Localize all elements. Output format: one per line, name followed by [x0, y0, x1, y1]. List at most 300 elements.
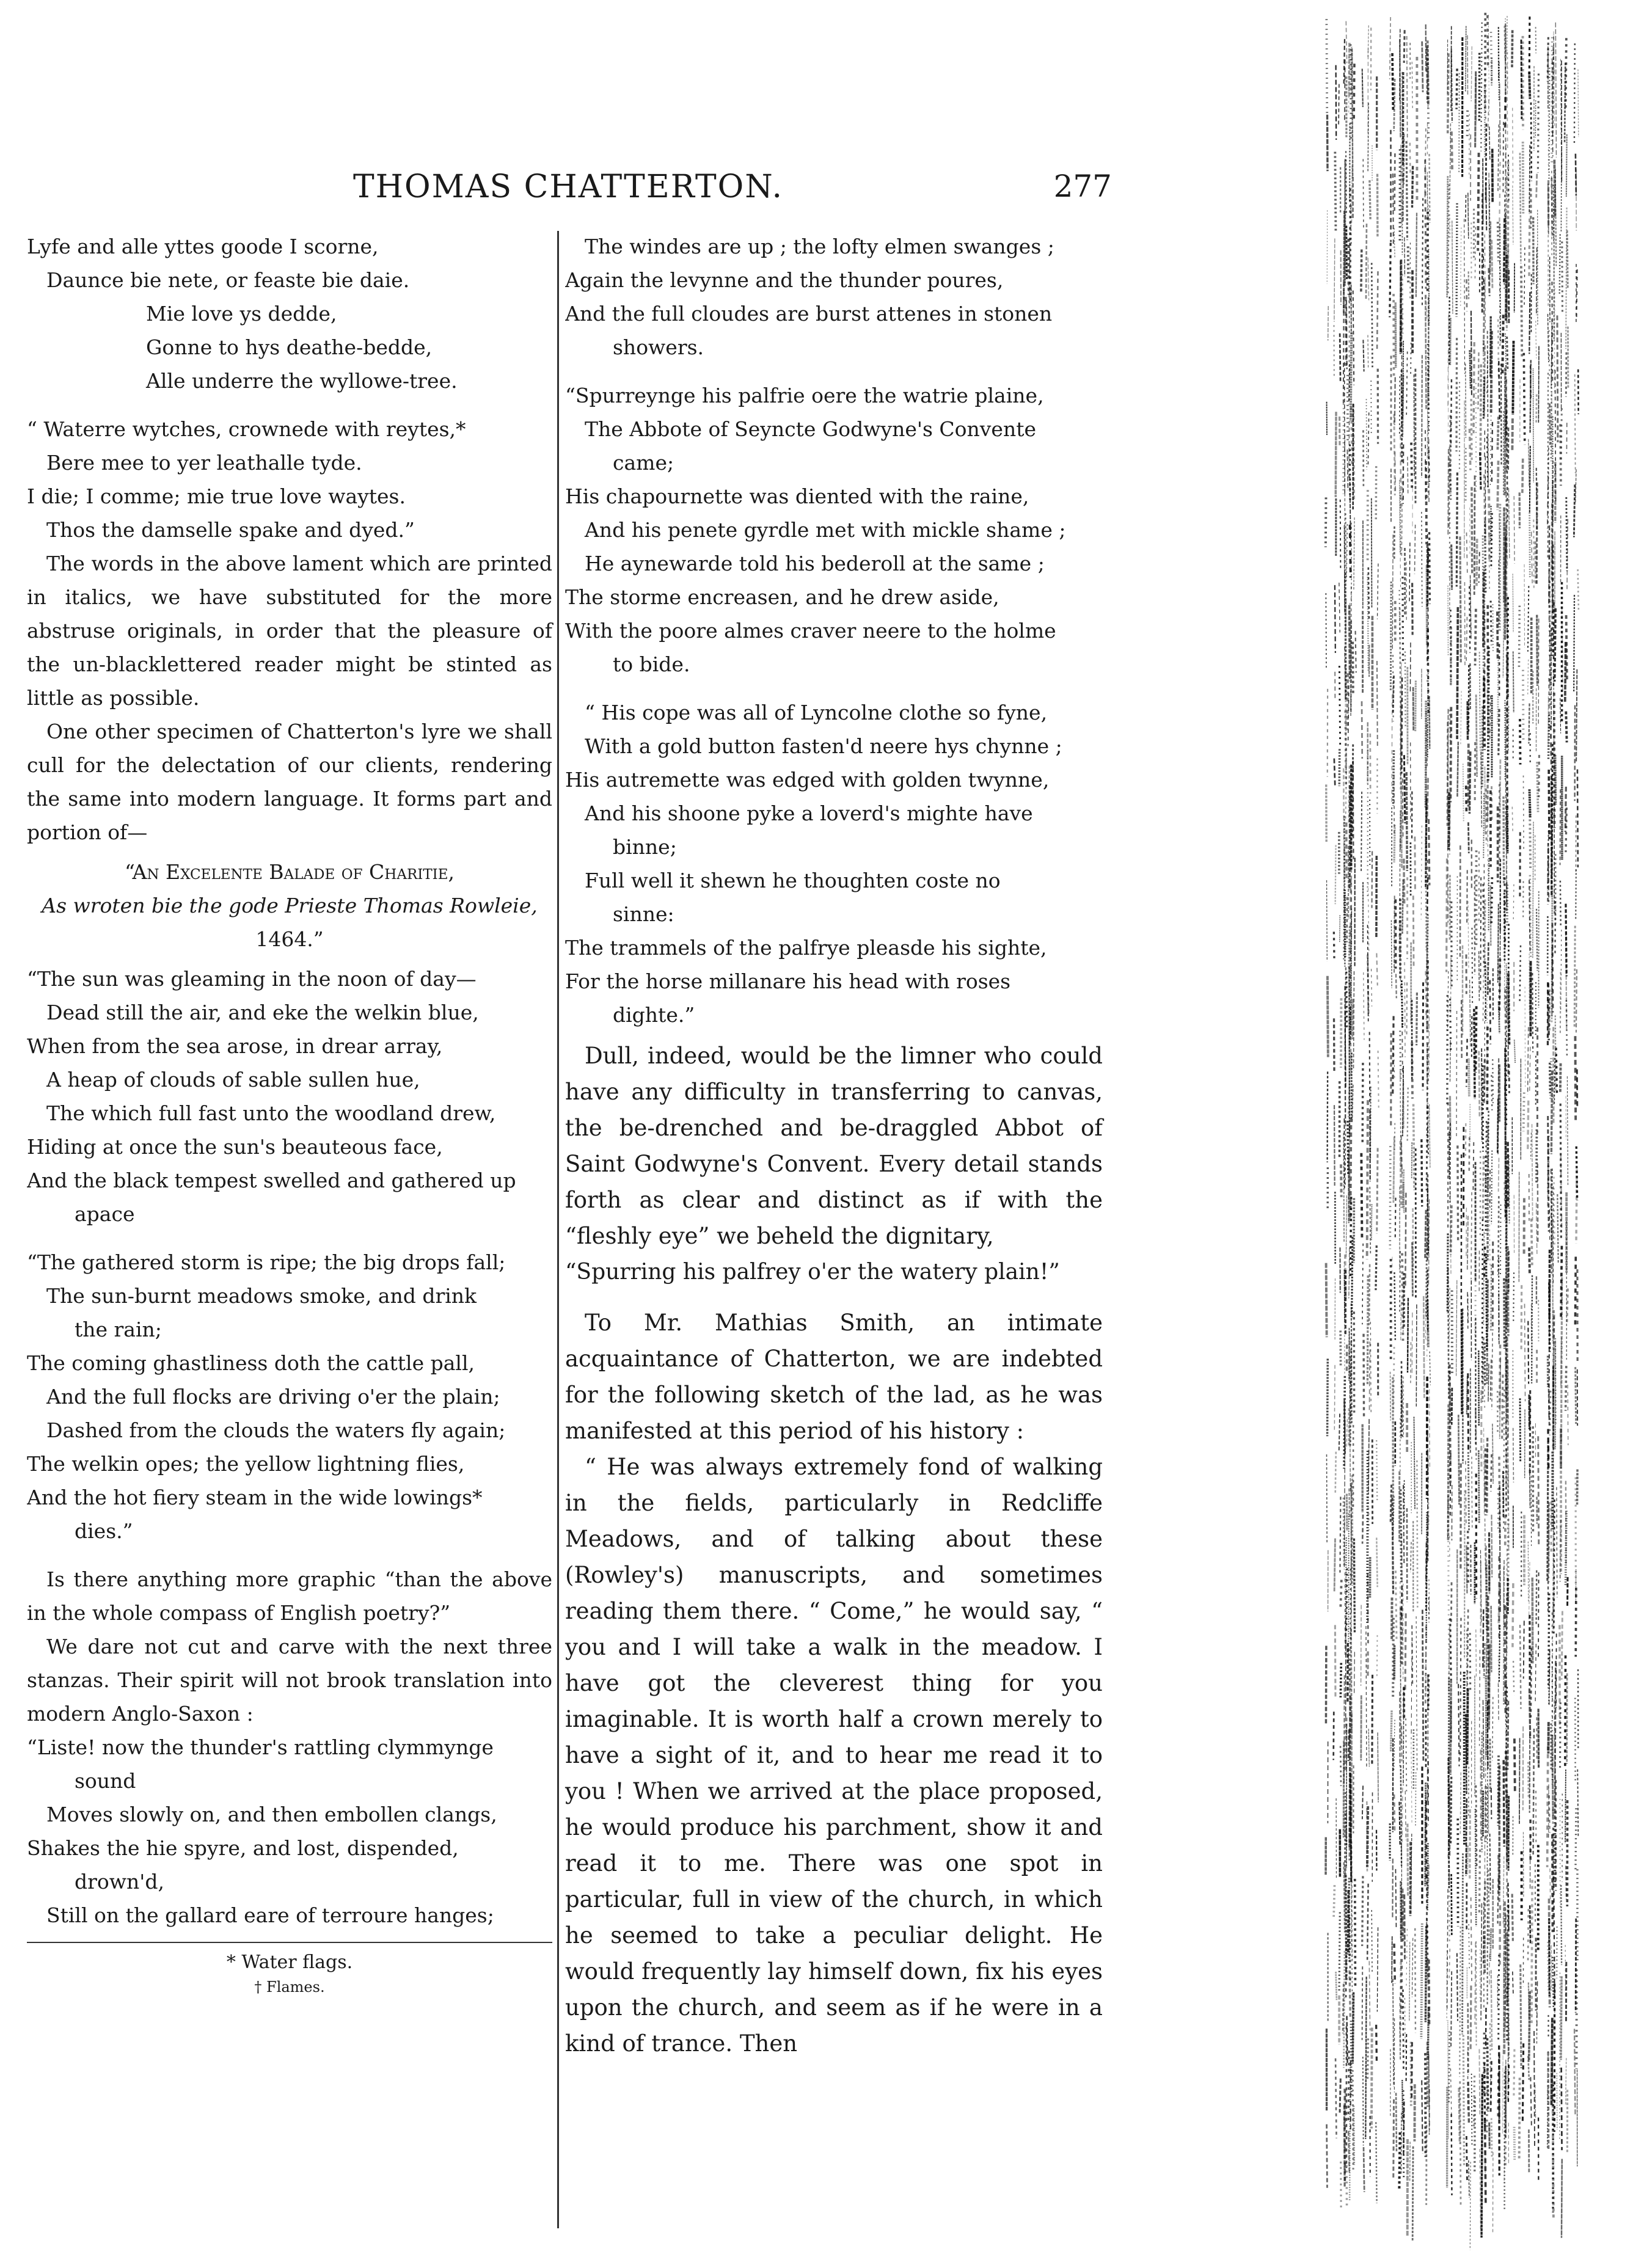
poem-stanza-3	[27, 962, 552, 1231]
scan-streak	[1553, 1514, 1554, 1618]
scan-streak	[1532, 1124, 1533, 1222]
scan-streak	[1491, 1606, 1492, 1672]
scan-streak	[1466, 2136, 1467, 2180]
scan-streak	[1488, 647, 1489, 780]
scan-streak	[1509, 1155, 1510, 1223]
scan-streak	[1531, 1648, 1532, 1718]
scan-streak	[1349, 926, 1350, 968]
scan-streak	[1466, 279, 1467, 312]
scan-streak	[1366, 224, 1367, 301]
scan-streak	[1508, 706, 1509, 753]
scan-streak	[1343, 404, 1344, 494]
scan-streak	[1560, 1063, 1561, 1093]
scan-streak	[1396, 2093, 1397, 2151]
scan-streak	[1458, 1684, 1459, 1767]
scan-streak	[1522, 459, 1523, 493]
scan-streak	[1554, 1058, 1555, 1106]
scan-streak	[1376, 1440, 1377, 1501]
scan-streak	[1521, 40, 1522, 119]
running-header	[24, 164, 1112, 219]
scan-streak	[1507, 655, 1508, 699]
scan-streak	[1560, 424, 1561, 486]
scan-streak	[1523, 142, 1524, 214]
verse-line: Thos the damselle spake and dyed.”	[46, 518, 415, 542]
verse-line: And the black tempest swelled and gathered up	[27, 1169, 516, 1192]
page-number: 277	[1053, 169, 1112, 204]
scan-streak	[1498, 222, 1499, 261]
scan-streak	[1486, 1617, 1487, 1674]
scan-streak	[1491, 1075, 1492, 1110]
scan-streak	[1460, 1773, 1461, 1836]
scan-streak	[1529, 1688, 1530, 1738]
scan-streak	[1394, 1795, 1395, 1833]
scan-streak	[1346, 226, 1347, 279]
scan-streak	[1520, 719, 1521, 765]
scan-streak	[1529, 292, 1530, 354]
scan-streak	[1411, 443, 1412, 489]
scan-streak	[1483, 280, 1484, 354]
scan-streak	[1422, 42, 1423, 92]
scan-streak	[1456, 472, 1457, 586]
scan-streak	[1499, 162, 1500, 231]
scan-streak	[1536, 483, 1537, 584]
scan-streak	[1348, 2051, 1349, 2123]
scan-streak	[1503, 1760, 1504, 1847]
scan-streak	[1429, 1679, 1430, 1707]
scan-streak	[1404, 859, 1405, 903]
scan-streak	[1519, 1738, 1520, 1824]
scan-streak	[1576, 969, 1577, 1032]
scan-streak	[1401, 476, 1402, 557]
scan-streak	[1488, 100, 1489, 129]
scan-streak	[1353, 404, 1354, 500]
scan-streak	[1427, 1425, 1428, 1472]
verse-line: And the hot fiery steam in the wide lowings*	[27, 1486, 483, 1509]
scan-streak	[1457, 1953, 1458, 2021]
scan-streak	[1513, 884, 1514, 919]
scan-streak	[1481, 2074, 1482, 2238]
verse-line: Moves slowly on, and then embollen clangs,	[46, 1803, 497, 1826]
scan-streak	[1471, 46, 1472, 101]
scan-streak	[1468, 192, 1469, 238]
scan-streak	[1363, 2057, 1364, 2145]
scan-streak	[1565, 1655, 1566, 1769]
verse-line: the rain;	[75, 1318, 162, 1341]
scan-streak	[1346, 972, 1347, 1030]
scan-streak	[1327, 880, 1328, 961]
scan-streak	[1363, 159, 1364, 227]
scan-streak	[1449, 1866, 1450, 1942]
prose-paragraph: To Mr. Mathias Smith, an intimate acquaintance of Chatterton, we are indebted for the following sketch of the lad, as he was manifested at this period of his history :	[565, 1310, 1103, 1444]
scan-streak	[1378, 1051, 1379, 1108]
scan-streak	[1377, 661, 1378, 747]
scan-streak	[1471, 1192, 1472, 1280]
scan-streak	[1353, 971, 1354, 1070]
scan-streak	[1361, 792, 1362, 873]
scan-streak	[1469, 429, 1470, 470]
verse-line: showers.	[613, 335, 704, 359]
scan-streak	[1530, 2077, 1531, 2126]
scan-streak	[1560, 698, 1561, 734]
scan-streak	[1480, 877, 1481, 991]
verse-line: And the full flocks are driving o'er the plain;	[46, 1385, 500, 1409]
scan-streak	[1471, 1897, 1472, 1981]
scan-streak	[1549, 1898, 1550, 2007]
scan-streak	[1574, 2029, 1575, 2115]
scan-streak	[1391, 1710, 1392, 1752]
scan-streak	[1460, 536, 1461, 663]
scan-streak	[1488, 1870, 1489, 1944]
scan-streak	[1549, 330, 1550, 379]
scan-streak	[1529, 1247, 1530, 1275]
scan-streak	[1528, 660, 1529, 696]
scan-streak	[1512, 30, 1513, 67]
scan-streak	[1456, 1280, 1457, 1376]
scan-streak	[1369, 1961, 1370, 2030]
scan-streak	[1423, 1296, 1424, 1398]
scan-streak	[1450, 707, 1451, 802]
scan-streak	[1528, 586, 1529, 651]
scan-streak	[1474, 1009, 1475, 1099]
verse-line: sound	[75, 1769, 136, 1793]
scan-streak	[1353, 291, 1354, 385]
scan-streak	[1488, 1785, 1489, 1834]
scan-streak	[1451, 1971, 1452, 2047]
scan-streak	[1361, 249, 1362, 293]
scan-streak	[1529, 16, 1530, 75]
scan-streak	[1481, 1048, 1482, 1142]
scan-streak	[1354, 1652, 1355, 1693]
scan-streak	[1482, 194, 1483, 314]
scan-streak	[1538, 619, 1539, 724]
scan-streak	[1552, 1735, 1553, 1820]
scan-streak	[1485, 961, 1486, 1021]
scan-streak	[1400, 492, 1401, 555]
ballad-title: “An Excelente Balade of Charitie,	[124, 860, 455, 884]
scan-streak	[1469, 751, 1470, 814]
verse-line: For the horse millanare his head with roses	[565, 969, 1011, 993]
scan-streak	[1416, 1305, 1417, 1407]
scan-streak	[1402, 1788, 1403, 1842]
scan-streak	[1400, 1581, 1401, 1691]
scan-streak	[1367, 2038, 1368, 2080]
poem-stanza-abbot	[565, 379, 1103, 681]
ballad-year: 1464.”	[255, 927, 324, 951]
scan-streak	[1498, 125, 1499, 193]
scan-streak	[1448, 1404, 1449, 1541]
scan-streak	[1362, 1063, 1363, 1144]
scan-streak	[1482, 706, 1483, 787]
verse-line: Gonne to hys deathe-bedde,	[146, 335, 433, 359]
scan-streak	[1335, 412, 1336, 497]
scan-streak	[1390, 1485, 1391, 1523]
scan-streak	[1531, 103, 1532, 181]
scan-streak	[1489, 1195, 1490, 1268]
scan-streak	[1487, 1754, 1488, 1906]
scan-streak	[1402, 2080, 1403, 2121]
scan-streak	[1508, 1796, 1509, 1871]
scan-streak	[1484, 1643, 1485, 1678]
scan-streak	[1464, 219, 1465, 374]
quoted-line: “Spurring his palfrey o'er the watery plain!”	[565, 1260, 1060, 1285]
scan-streak	[1339, 1912, 1340, 1991]
verse-line: I die; I comme; mie true love waytes.	[27, 484, 406, 508]
scan-streak	[1487, 352, 1488, 395]
scan-streak	[1567, 230, 1568, 288]
scan-streak	[1449, 1949, 1450, 1978]
scan-streak	[1449, 1288, 1450, 1340]
scan-streak	[1406, 351, 1407, 415]
scan-streak	[1484, 1351, 1485, 1409]
scan-streak	[1407, 36, 1408, 140]
scan-streak	[1343, 282, 1344, 404]
scan-streak	[1551, 1071, 1552, 1154]
scan-streak	[1575, 1256, 1576, 1326]
scan-streak	[1505, 707, 1506, 832]
verse-line: apace	[75, 1202, 135, 1226]
scan-streak	[1377, 1148, 1378, 1233]
scan-streak	[1548, 314, 1549, 362]
scan-streak	[1491, 1150, 1492, 1224]
scan-streak	[1502, 315, 1503, 374]
ballad-subtitle: As wroten bie the gode Prieste Thomas Rowleie,	[42, 894, 538, 917]
scan-streak	[1346, 1419, 1347, 1448]
scan-streak	[1334, 1365, 1335, 1432]
scan-streak	[1492, 1424, 1493, 1484]
scan-streak	[1554, 159, 1555, 216]
scan-streak	[1520, 153, 1521, 263]
scan-streak	[1340, 1663, 1341, 1697]
scan-streak	[1538, 1436, 1539, 1544]
scan-streak	[1554, 288, 1555, 392]
scan-streak	[1344, 2106, 1345, 2187]
scan-streak	[1549, 68, 1550, 179]
scan-streak	[1536, 1203, 1537, 1254]
scan-streak	[1405, 652, 1406, 728]
scan-streak	[1411, 1742, 1412, 1825]
scan-streak	[1554, 1699, 1555, 1779]
scan-streak	[1376, 1537, 1377, 1587]
scan-streak	[1468, 2003, 1469, 2075]
scan-streak	[1456, 68, 1457, 109]
scan-streak	[1487, 1438, 1488, 1515]
scan-streak	[1490, 221, 1491, 274]
scan-streak	[1498, 1196, 1499, 1275]
scan-streak	[1363, 340, 1364, 371]
scan-streak	[1459, 1927, 1460, 2077]
scan-streak	[1490, 411, 1491, 487]
scan-streak	[1422, 1610, 1423, 1761]
scan-streak	[1416, 1616, 1417, 1771]
scan-streak	[1479, 1850, 1480, 1914]
scan-streak	[1335, 1452, 1336, 1493]
scan-streak	[1370, 1322, 1371, 1415]
scan-streak	[1528, 1027, 1529, 1094]
scan-streak	[1393, 173, 1394, 247]
scan-streak	[1367, 1275, 1368, 1385]
scan-streak	[1549, 1795, 1550, 1832]
scan-streak	[1410, 143, 1411, 175]
scan-streak	[1421, 1923, 1422, 2039]
scan-streak	[1476, 1785, 1477, 1867]
scan-streak	[1456, 338, 1457, 451]
scan-streak	[1409, 542, 1410, 601]
scan-streak	[1489, 126, 1490, 160]
scan-streak	[1365, 1977, 1366, 2139]
scan-streak	[1491, 32, 1492, 82]
scan-streak	[1491, 331, 1492, 413]
scan-streak	[1487, 2070, 1488, 2136]
scan-streak	[1578, 70, 1579, 137]
scan-streak	[1576, 1169, 1577, 1243]
scan-streak	[1470, 1986, 1471, 2051]
scan-streak	[1425, 1210, 1426, 1258]
scan-streak	[1513, 1272, 1514, 1321]
scan-streak	[1402, 1017, 1403, 1076]
scan-streak	[1552, 1219, 1553, 1341]
scan-streak	[1340, 1580, 1341, 1606]
scan-streak	[1575, 374, 1576, 473]
scan-streak	[1479, 2049, 1480, 2115]
verse-line: And his penete gyrdle met with mickle shame ;	[585, 518, 1066, 542]
verse-line: Mie love ys dedde,	[146, 302, 337, 326]
scan-streak	[1362, 1876, 1363, 1946]
scan-streak	[1550, 1391, 1551, 1435]
verse-line: Hiding at once the sun's beauteous face,	[27, 1135, 443, 1159]
scan-streak	[1412, 2146, 1413, 2242]
scan-streak	[1405, 1613, 1406, 1691]
scan-streak	[1537, 1982, 1538, 2031]
scan-streak	[1577, 770, 1578, 868]
verse-line: With a gold button fasten'd neere hys chynne ;	[585, 734, 1062, 758]
scan-streak	[1512, 807, 1513, 833]
scan-streak	[1421, 826, 1422, 920]
scan-streak	[1529, 71, 1530, 99]
scan-streak	[1536, 909, 1537, 971]
scan-streak	[1336, 1972, 1337, 2000]
scan-streak	[1349, 364, 1350, 401]
verse-line: “The gathered storm is ripe; the big drops fall;	[27, 1250, 506, 1274]
scan-streak	[1393, 655, 1394, 721]
scan-streak	[1427, 960, 1428, 1032]
scan-streak	[1450, 1618, 1451, 1680]
scan-streak	[1451, 1777, 1452, 1845]
scan-streak	[1334, 1539, 1335, 1592]
scan-streak	[1394, 1720, 1395, 1771]
scan-streak	[1425, 295, 1426, 410]
scan-streak	[1451, 1582, 1452, 1624]
scan-streak	[1447, 176, 1448, 297]
scan-streak	[1474, 475, 1475, 594]
scan-streak	[1416, 213, 1417, 297]
scan-streak	[1478, 1450, 1479, 1523]
scan-streak	[1335, 2058, 1336, 2139]
scan-streak	[1392, 53, 1393, 110]
scan-streak	[1557, 1194, 1558, 1264]
scan-streak	[1557, 315, 1558, 442]
scan-streak	[1503, 1560, 1504, 1705]
verse-line: came;	[613, 451, 674, 475]
scan-streak	[1530, 365, 1531, 398]
scan-streak	[1513, 651, 1514, 712]
scan-streak	[1560, 881, 1561, 926]
scan-streak	[1406, 772, 1407, 871]
scan-streak	[1326, 19, 1327, 114]
scan-streak	[1348, 2131, 1349, 2173]
scan-streak	[1490, 1928, 1491, 1961]
scan-streak	[1498, 1683, 1499, 1722]
verse-line: His autremette was edged with golden twynne,	[565, 768, 1050, 792]
verse-line: Alle underre the wyllowe-tree.	[146, 369, 458, 393]
scan-streak	[1349, 1489, 1350, 1520]
scan-streak	[1480, 365, 1481, 472]
scan-streak	[1347, 450, 1348, 490]
scan-streak	[1467, 1688, 1468, 1765]
footnote: † Flames.	[254, 1978, 325, 1996]
quoted-paragraph: “ He was always extremely fond of walking in the fields, particularly in Redcliffe Meadows, and of talking about these (Rowley's) manuscripts, and sometimes reading them there. “ Come,” he would say, “ you and I will take a walk in the meadow. I have got the cleverest thing for you imaginable. It is worth half a crown merely to have a sight of it, and to hear me read it to you ! When we arrived at the place proposed, he would produce his parchment, show it and read it to me. There was one spot in particular, full in view of the church, in which he seemed to take a peculiar delight. He would frequently lay himself down, fix his eyes upon the church, and seem as if he were in a kind of trance. Then	[565, 1454, 1103, 2057]
scan-streak	[1535, 2085, 1536, 2119]
scan-streak	[1552, 1957, 1553, 2007]
scan-streak	[1537, 615, 1538, 686]
scan-streak	[1547, 1746, 1548, 1867]
scan-streak	[1497, 611, 1498, 660]
verse-line: He aynewarde told his bederoll at the same ;	[585, 552, 1045, 575]
scan-streak	[1550, 1869, 1551, 1900]
verse-line: Daunce bie nete, or feaste bie daie.	[46, 268, 410, 292]
scan-streak	[1457, 607, 1458, 739]
prose-paragraph: One other specimen of Chatterton's lyre we shall cull for the delectation of our clients, rendering the same into modern language. It forms part and portion of—	[27, 720, 552, 844]
scan-streak	[1341, 1164, 1342, 1197]
scan-streak	[1334, 759, 1335, 788]
scan-streak	[1560, 1702, 1561, 1769]
scan-streak	[1393, 1979, 1394, 2087]
scan-streak	[1463, 764, 1464, 822]
scan-streak	[1403, 2101, 1404, 2156]
scan-streak	[1498, 904, 1499, 983]
scan-streak	[1402, 1253, 1403, 1341]
right-column	[565, 230, 1103, 2062]
scan-streak	[1508, 973, 1509, 1045]
scan-streak	[1406, 1929, 1407, 1988]
scan-streak	[1409, 1942, 1410, 2021]
scan-edge-noise	[1310, 0, 1633, 2268]
scan-streak	[1362, 1244, 1363, 1324]
scan-streak	[1560, 59, 1561, 145]
scan-streak	[1504, 1278, 1505, 1349]
scan-streak	[1503, 1390, 1504, 1531]
poem-stanza-1	[27, 230, 552, 398]
scan-streak	[1483, 793, 1484, 859]
scan-streak	[1458, 1415, 1459, 1504]
scan-streak	[1396, 974, 1397, 998]
verse-line: A heap of clouds of sable sullen hue,	[46, 1068, 420, 1092]
scan-streak	[1521, 266, 1522, 358]
scan-streak	[1410, 643, 1411, 692]
scan-streak	[1369, 1341, 1370, 1413]
scan-streak	[1488, 1364, 1489, 1402]
verse-line: “ Waterre wytches, crownede with reytes,*	[27, 417, 466, 441]
scan-streak	[1394, 775, 1395, 834]
prose-paragraph: We dare not cut and carve with the next three stanzas. Their spirit will not brook translation into modern Anglo-Saxon :	[27, 1635, 552, 1726]
scan-streak	[1394, 1944, 1395, 1983]
scan-streak	[1490, 696, 1491, 739]
scan-streak	[1468, 822, 1469, 853]
verse-line: “Liste! now the thunder's rattling clymmynge	[27, 1735, 494, 1759]
scan-streak	[1367, 1884, 1368, 1960]
scan-streak	[1491, 877, 1492, 924]
scan-streak	[1361, 1153, 1362, 1238]
scan-streak	[1522, 2043, 1523, 2121]
